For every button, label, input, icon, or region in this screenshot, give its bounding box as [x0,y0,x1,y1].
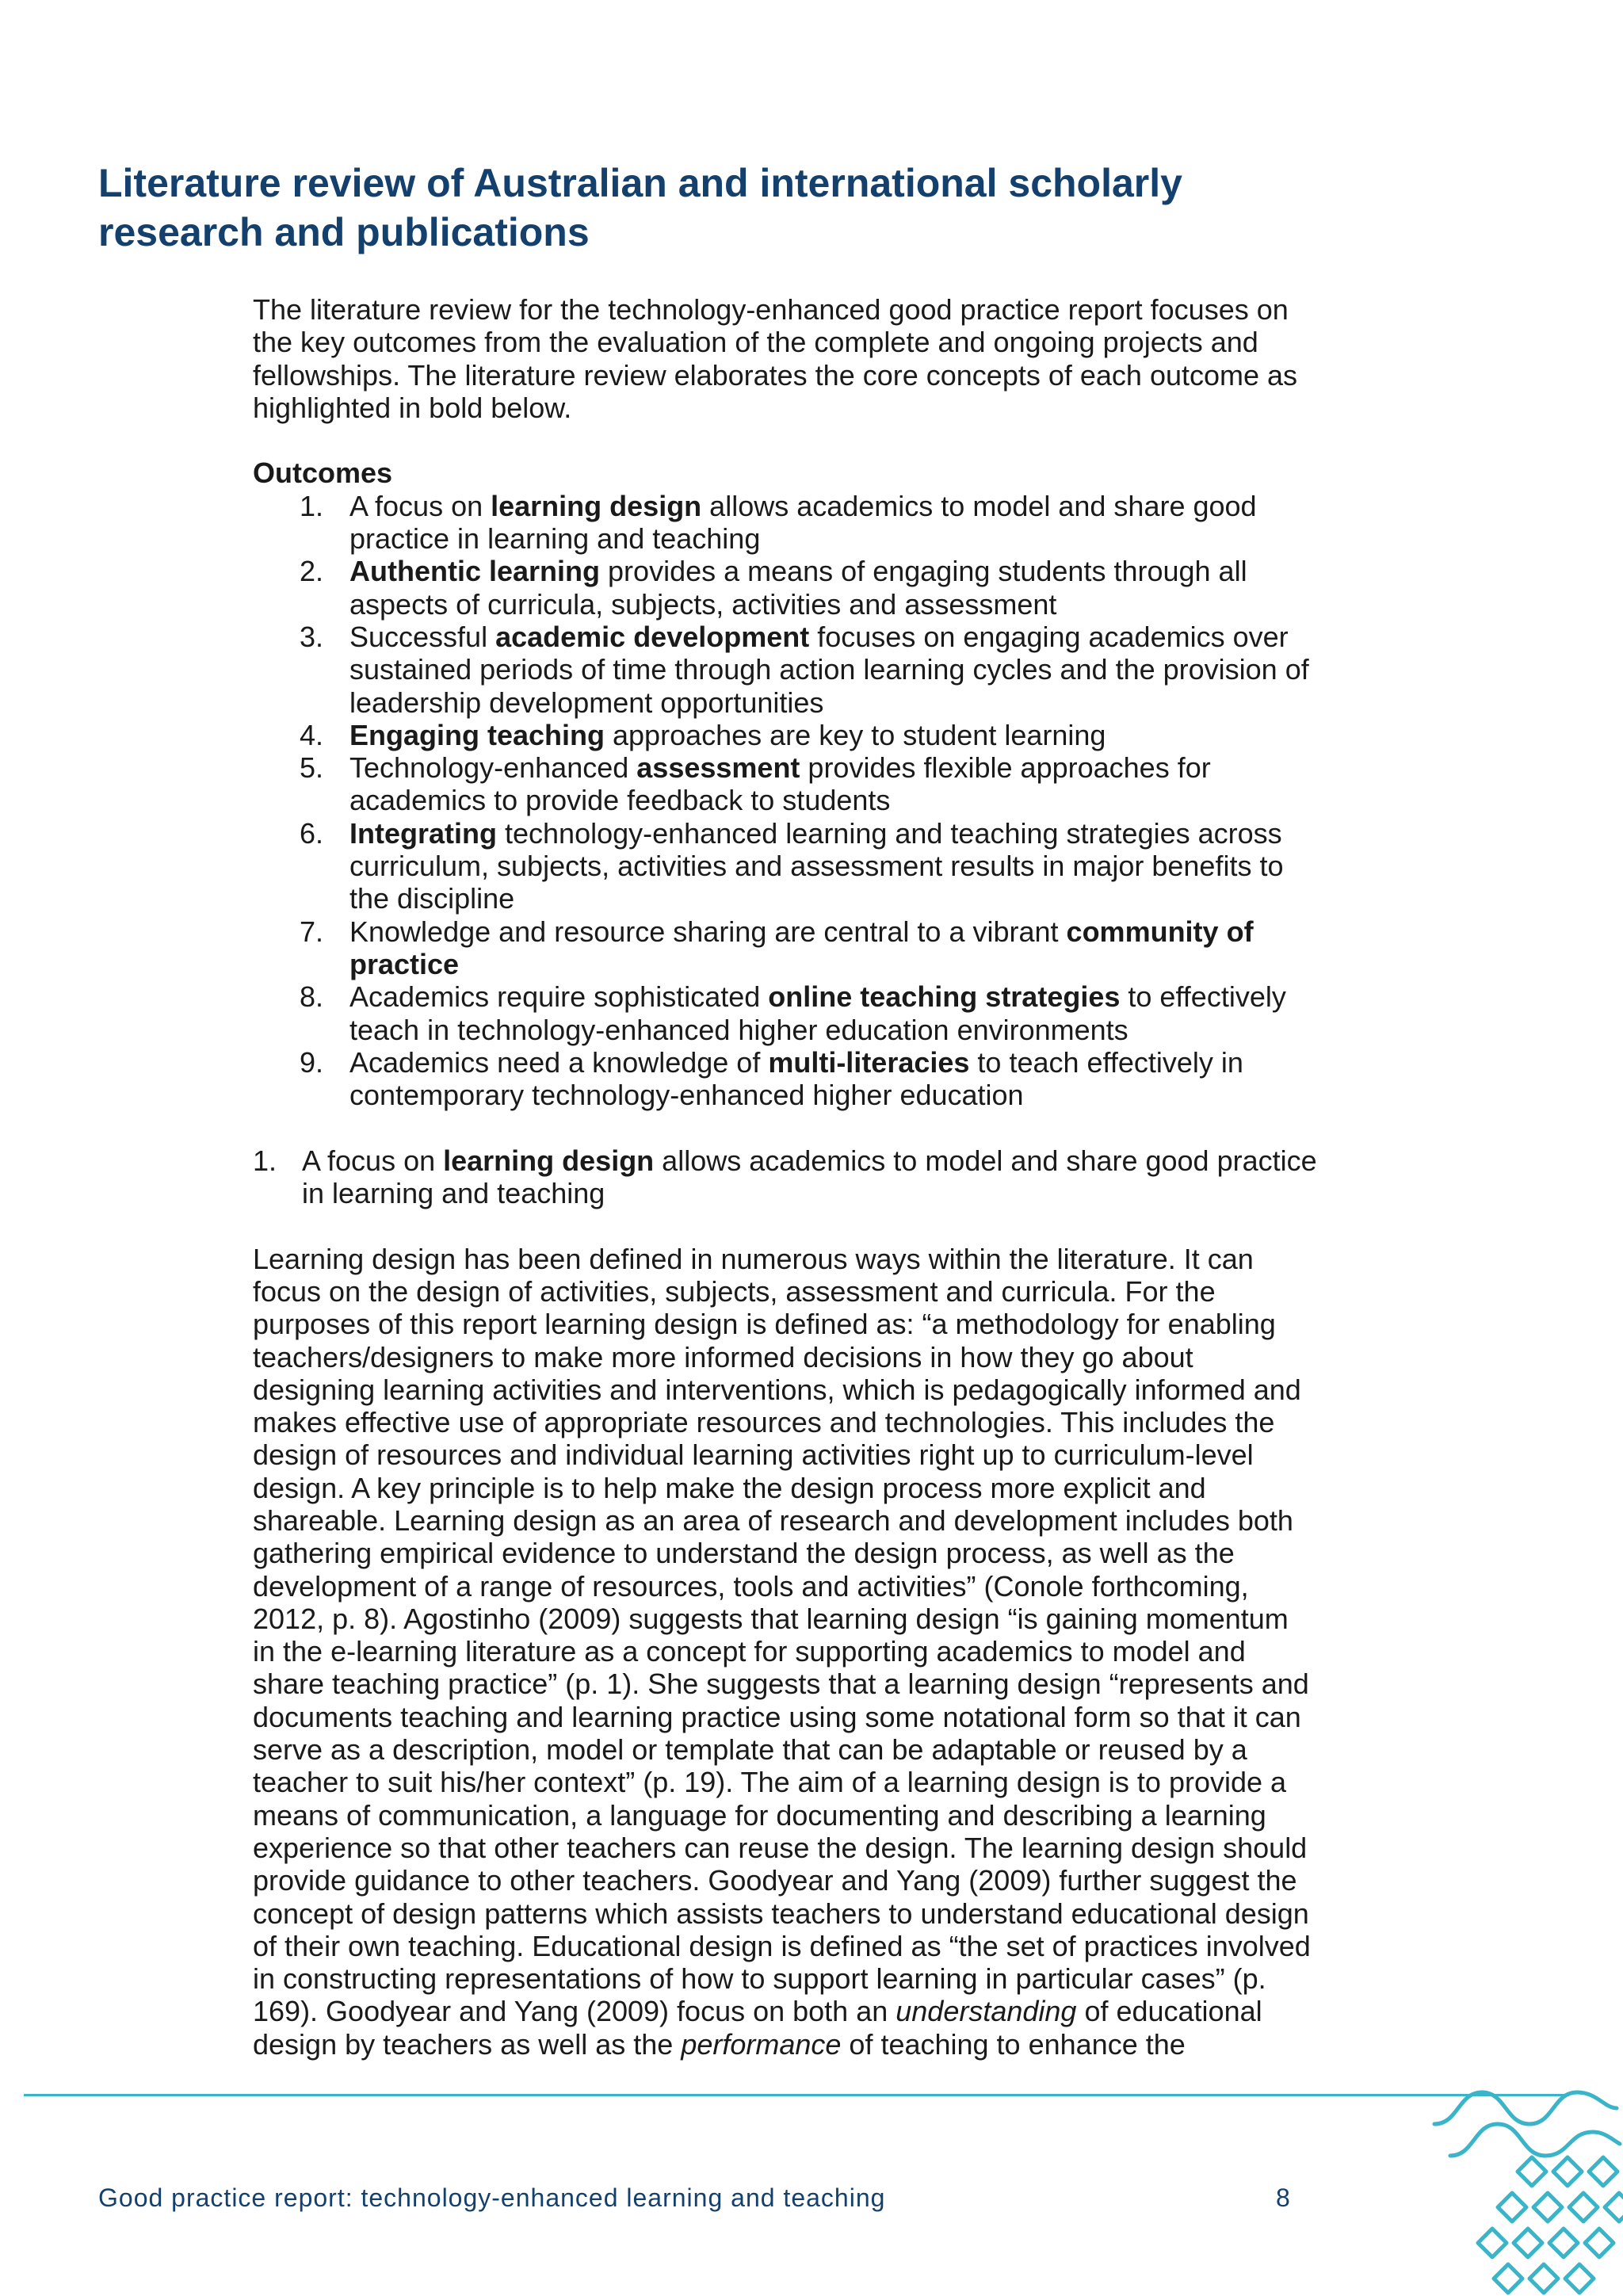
text-run: gathering empirical evidence to understand the design process, as well as the [253,1537,1235,1570]
list-item-line [349,850,1378,882]
body-paragraph [253,1243,1378,2061]
text-line [253,1504,1378,1537]
bold-term: practice [349,947,460,980]
text-run: teach in technology-enhanced higher education environments [349,1013,1128,1046]
list-item-line [349,522,1378,555]
text-run: A focus on [302,1144,444,1177]
text-run: teacher to suit his/her context” (p. 19). The aim of a learning design is to provide a [253,1766,1287,1799]
text-line [253,1537,1378,1569]
bold-term: Engaging teaching [349,718,605,751]
list-number: 6. [300,816,324,850]
text-run: in constructing representations of how to support learning in particular cases” (p. [253,1962,1266,1996]
text-line [253,1995,1378,2027]
bold-term: online teaching strategies [768,980,1121,1014]
text-run: leadership development opportunities [349,686,824,719]
list-item-line [349,1046,1378,1079]
page-number: 8 [1276,2183,1290,2212]
text-run: concept of design patterns which assists teachers to understand educational design [253,1897,1309,1930]
list-item [253,1046,1378,1112]
page-title-line-2: research and publications [98,210,590,254]
text-run: A focus on [349,489,491,522]
list-item-line [349,1079,1378,1111]
text-line [253,1373,1378,1406]
text-line: The literature review for the technology-enhanced good practice report focuses on [253,293,1289,326]
list-item-line [349,621,1378,653]
list-item-line [349,751,1378,784]
text-line [253,1832,1378,1864]
text-line [253,1570,1378,1603]
text-run: provide guidance to other teachers. Goodyear and Yang (2009) further suggest the [253,1864,1297,1897]
page-title [98,159,1445,257]
list-item-line [349,588,1378,621]
text-run: design of resources and individual learning activities right up to curriculum-level [253,1438,1254,1472]
intro-paragraph [253,293,1378,424]
bold-term: community of [1066,915,1254,948]
text-run: focuses on engaging academics over [809,620,1289,653]
bold-term: multi-literacies [768,1045,970,1079]
list-number: 1. [300,489,324,522]
bold-term: learning design [443,1144,655,1177]
list-item [253,719,1378,751]
footer-divider [24,2094,1569,2096]
text-line [253,1341,1378,1373]
text-line [253,1897,1378,1930]
list-number: 5. [300,751,324,785]
text-run: provides a means of engaging students through all [600,555,1247,588]
section-number: 1. [253,1144,277,1177]
text-line [253,1243,1378,1275]
bold-term: assessment [636,751,800,785]
bold-term: academic development [495,620,810,653]
list-number: 3. [300,620,324,653]
text-run: serve as a description, model or template that can be adaptable or reused by a [253,1733,1247,1767]
text-run: Learning design has been defined in numerous ways within the literature. It can [253,1242,1254,1275]
list-item-line [349,1014,1378,1046]
list-item-line [349,490,1378,522]
text-run: approaches are key to student learning [605,718,1106,751]
list-item-line [349,784,1378,816]
section-heading-line [302,1144,1378,1177]
text-run: purposes of this report learning design is defined as: “a methodology for enabling [253,1308,1276,1341]
italic-term: understanding [896,1995,1077,2028]
text-line [253,1603,1378,1635]
list-item-line [349,817,1378,850]
text-run: of educational [1076,1995,1262,2028]
text-line [253,2028,1378,2061]
list-number: 9. [300,1045,324,1079]
text-line [253,1406,1378,1438]
text-line [253,1701,1378,1733]
list-number: 4. [300,718,324,751]
footer-title: Good practice report: technology-enhanced learning and teaching [98,2183,886,2212]
list-number: 8. [300,980,324,1014]
main-content [253,293,1378,2061]
list-item-line [349,882,1378,915]
text-run: in learning and teaching [302,1177,605,1210]
text-run: means of communication, a language for documenting and describing a learning [253,1798,1266,1832]
italic-term: performance [681,2027,842,2061]
text-run: design by teachers as well as the [253,2027,682,2061]
text-run: 169). Goodyear and Yang (2009) focus on both an [253,1995,896,2028]
text-run: curriculum, subjects, activities and assessment results in major benefits to [349,850,1284,883]
text-run: focus on the design of activities, subjects, assessment and curricula. For the [253,1274,1216,1308]
list-item-line [349,555,1378,587]
text-line [253,1864,1378,1897]
text-run: to teach effectively in [969,1045,1243,1079]
page-title-line-1: Literature review of Australian and international scholarly [98,161,1182,205]
text-line: the key outcomes from the evaluation of the complete and ongoing projects and [253,326,1258,359]
text-line [253,1275,1378,1308]
list-item-line [349,948,1378,980]
text-run: shareable. Learning design as an area of research and development includes both [253,1503,1293,1537]
list-item [253,555,1378,621]
text-run: technology-enhanced learning and teaching strategies across [497,816,1282,850]
text-run: of their own teaching. Educational design is defined as “the set of practices involved [253,1929,1311,1962]
text-run: experience so that other teachers can reuse the design. The learning design should [253,1831,1308,1864]
text-run: the discipline [349,882,515,915]
text-run: aspects of curricula, subjects, activities and assessment [349,587,1057,621]
decorative-wave-diamond-logo-icon [1426,2061,1623,2296]
text-run: documents teaching and learning practice using some notational form so that it can [253,1700,1301,1733]
text-line [253,1438,1378,1471]
text-run: Successful [349,620,496,653]
text-run: designing learning activities and interventions, which is pedagogically informed and [253,1373,1301,1406]
text-run: sustained periods of time through action learning cycles and the provision of [349,653,1309,686]
text-line [253,1799,1378,1832]
text-run: practice in learning and teaching [349,522,761,556]
text-line: highlighted in bold below. [253,391,572,424]
text-line [253,1635,1378,1668]
list-item [253,817,1378,915]
text-line: fellowships. The literature review elaborates the core concepts of each outcome as [253,358,1298,392]
text-run: of teaching to enhance the [841,2027,1186,2061]
list-number: 7. [300,915,324,948]
text-run: development of a range of resources, tools and activities” (Conole forthcoming, [253,1569,1249,1603]
section-heading-line [302,1177,1378,1209]
list-item [253,490,1378,556]
text-line [253,1930,1378,1962]
text-run: Technology-enhanced [349,751,637,785]
text-run: 2012, p. 8). Agostinho (2009) suggests that learning design “is gaining momentum [253,1602,1289,1635]
text-run: Academics need a knowledge of [349,1045,769,1079]
list-number: 2. [300,555,324,588]
text-line [253,1766,1378,1798]
list-item [253,915,1378,981]
text-run: contemporary technology-enhanced higher education [349,1079,1024,1112]
bold-term: Authentic learning [349,555,601,588]
text-run: teachers/designers to make more informed decisions in how they go about [253,1340,1193,1373]
text-run: Knowledge and resource sharing are central to a vibrant [349,915,1067,948]
text-run: allows academics to model and share good practice [654,1144,1317,1177]
text-run: share teaching practice” (p. 1). She suggests that a learning design “represents and [253,1668,1309,1701]
bold-term: learning design [491,489,702,522]
text-line [253,1962,1378,1995]
text-line [253,1472,1378,1504]
text-line [253,1668,1378,1700]
text-run: Academics require sophisticated [349,980,769,1014]
list-item [253,980,1378,1046]
text-run: makes effective use of appropriate resources and technologies. This includes the [253,1406,1275,1439]
list-item-line [349,980,1378,1013]
section-heading [253,1144,1378,1210]
text-run: to effectively [1120,980,1286,1014]
list-item-line [349,653,1378,686]
outcomes-list [253,490,1378,1112]
text-run: academics to provide feedback to students [349,784,891,817]
text-line [253,1733,1378,1766]
list-item-line [349,719,1378,751]
list-item [253,751,1378,817]
list-item [253,621,1378,719]
list-item-line [349,686,1378,719]
text-run: in the e-learning literature as a concept for supporting academics to model and [253,1635,1246,1668]
text-line [253,1308,1378,1340]
bold-term: Integrating [349,816,497,850]
text-run: provides flexible approaches for [800,751,1211,785]
text-run: allows academics to model and share good [701,489,1257,522]
outcomes-heading: Outcomes [253,457,393,490]
list-item-line [349,915,1378,948]
text-run: design. A key principle is to help make the design process more explicit and [253,1471,1206,1504]
